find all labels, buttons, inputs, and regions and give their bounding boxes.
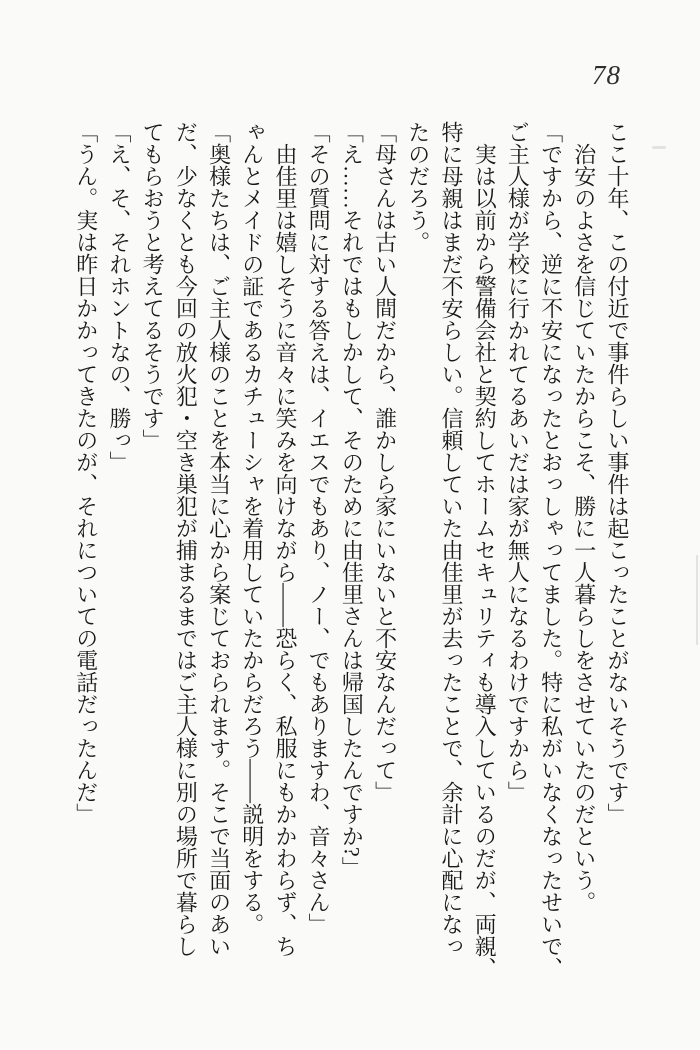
text-line-5: 実は以前から警備会社と契約してホームセキュリティも導入しているのだが、両親、 — [472, 143, 498, 979]
text-line-7: たのだろう。 — [405, 121, 431, 253]
scan-artifact — [652, 146, 666, 149]
text-line-10: 「その質問に対する答えは、イエスでもあり、ノー、でもありますわ、音々さん」 — [306, 121, 332, 935]
text-line-13: 「奥様たちは、ご主人様のことを本当に心から案じておられます。そこで当面のあい — [206, 121, 232, 957]
text-line-8: 「母さんは古い人間だから、誰かしら家にいないと不安なんだって」 — [372, 121, 398, 803]
text-line-4: ご主人様が学校に行かれてるあいだは家が無人になるわけですから」 — [505, 121, 531, 803]
page-number: 78 — [592, 60, 621, 90]
text-line-6: 特に母親はまだ不安らしい。信頼していた由佳里が去ったことで、余計に心配になっ — [438, 121, 464, 957]
vertical-text-block — [70, 121, 634, 1021]
text-line-17: 「うん。実は昨日かかってきたのが、それについての電話だったんだ」 — [73, 121, 99, 825]
text-line-15: てもらおうと考えてるそうです」 — [140, 121, 166, 451]
text-line-14: だ、少なくとも今回の放火犯・空き巣犯が捕まるまではご主人様に別の場所で暮らし — [173, 121, 199, 957]
text-line-12: ゃんとメイドの証であるカチューシャを着用していたからだろう――説明をする。 — [239, 121, 265, 935]
text-line-9: 「え……それではもしかして、そのために由佳里さんは帰国したんですか?」 — [339, 121, 365, 879]
text-line-2: 治安のよさを信じていたからこそ、勝に一人暮らしをさせていたのだという。 — [571, 143, 597, 913]
text-line-3: 「ですから、逆に不安になったとおっしゃってました。特に私がいなくなったせいで、 — [538, 121, 564, 979]
text-line-1: ここ十年、この付近で事件らしい事件は起こったことがないそうです」 — [605, 121, 630, 825]
scan-edge-artifact — [696, 555, 698, 645]
text-line-16: 「え、そ、それホントなの、勝っ」 — [106, 121, 132, 473]
text-line-11: 由佳里は嬉しそうに音々に笑みを向けながら――恐らく、私服にもかかわらず、ち — [272, 143, 298, 957]
